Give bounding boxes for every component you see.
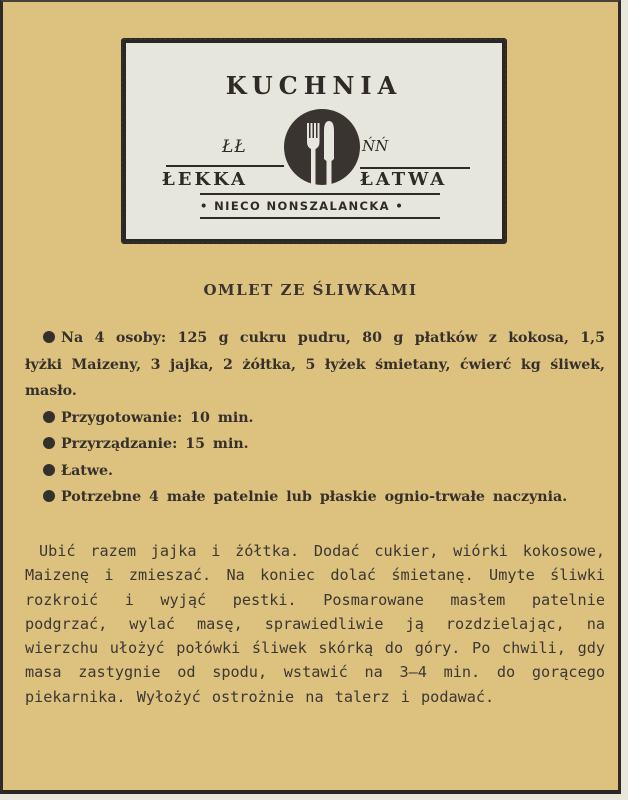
info-equipment bbox=[25, 484, 605, 511]
info-cook-time-text: Przyrządzanie: 15 min. bbox=[61, 436, 249, 452]
info-equipment-text: Potrzebne 4 małe patelnie lub płaskie ognio-trwałe naczynia. bbox=[61, 489, 568, 505]
logo-title: KUCHNIA bbox=[225, 71, 403, 100]
recipe-info bbox=[25, 325, 605, 511]
info-prep-time-text: Przygotowanie: 10 min. bbox=[61, 409, 254, 426]
bullet-icon bbox=[43, 464, 55, 476]
bullet-icon bbox=[43, 331, 55, 343]
info-cook-time bbox=[25, 431, 605, 458]
bullet-icon bbox=[43, 490, 55, 502]
bullet-icon bbox=[43, 411, 55, 423]
logo-script-right: ŃŃ bbox=[362, 137, 389, 155]
fork-and-knife-icon bbox=[284, 109, 360, 185]
recipe-title: OMLET ZE ŚLIWKAMI bbox=[203, 281, 418, 299]
logo-rule-tagline-top bbox=[200, 193, 440, 195]
logo-word-left: ŁEKKA bbox=[162, 169, 249, 190]
logo-word-right: ŁATWA bbox=[360, 169, 448, 190]
info-difficulty bbox=[25, 458, 605, 485]
info-difficulty-text: Łatwe. bbox=[61, 462, 113, 479]
recipe-instructions bbox=[25, 539, 605, 709]
logo-tagline: • NIECO NONSZALANCKA • bbox=[200, 199, 405, 213]
info-prep-time bbox=[25, 405, 605, 432]
bullet-icon bbox=[43, 437, 55, 449]
column-logo bbox=[121, 38, 507, 244]
instructions-paragraph: Ubić razem jajka i żółtka. Dodać cukier, wiórki kokosowe, Maizenę i zmieszać. Na koniec dolać śmietanę. Umyte śliwki rozkroić i wyjąć pestki. Posmarowane masłem patelnie podgrzać, wylać masę, sprawiedliwie ją rozdzielając, na wierzchu ułożyć połówki śliwek skórką do góry. Po chwili, gdy masa zastygnie od spodu, wstawić na 3—4 min. do gorącego piekarnika. Wyłożyć ostrożnie na talerz i podawać. bbox=[25, 542, 605, 706]
info-ingredients bbox=[25, 325, 605, 405]
logo-rule-left bbox=[166, 165, 284, 167]
info-ingredients-text: Na 4 osoby: 125 g cukru pudru, 80 g płatków z kokosa, 1,5 łyżki Maizeny, 3 jajka, 2 żółtka, 5 łyżek śmietany, ćwierć kg śliwek, masło. bbox=[25, 330, 605, 399]
logo-script-left: ŁŁ bbox=[222, 137, 247, 157]
logo-rule-tagline-bottom bbox=[200, 217, 440, 219]
